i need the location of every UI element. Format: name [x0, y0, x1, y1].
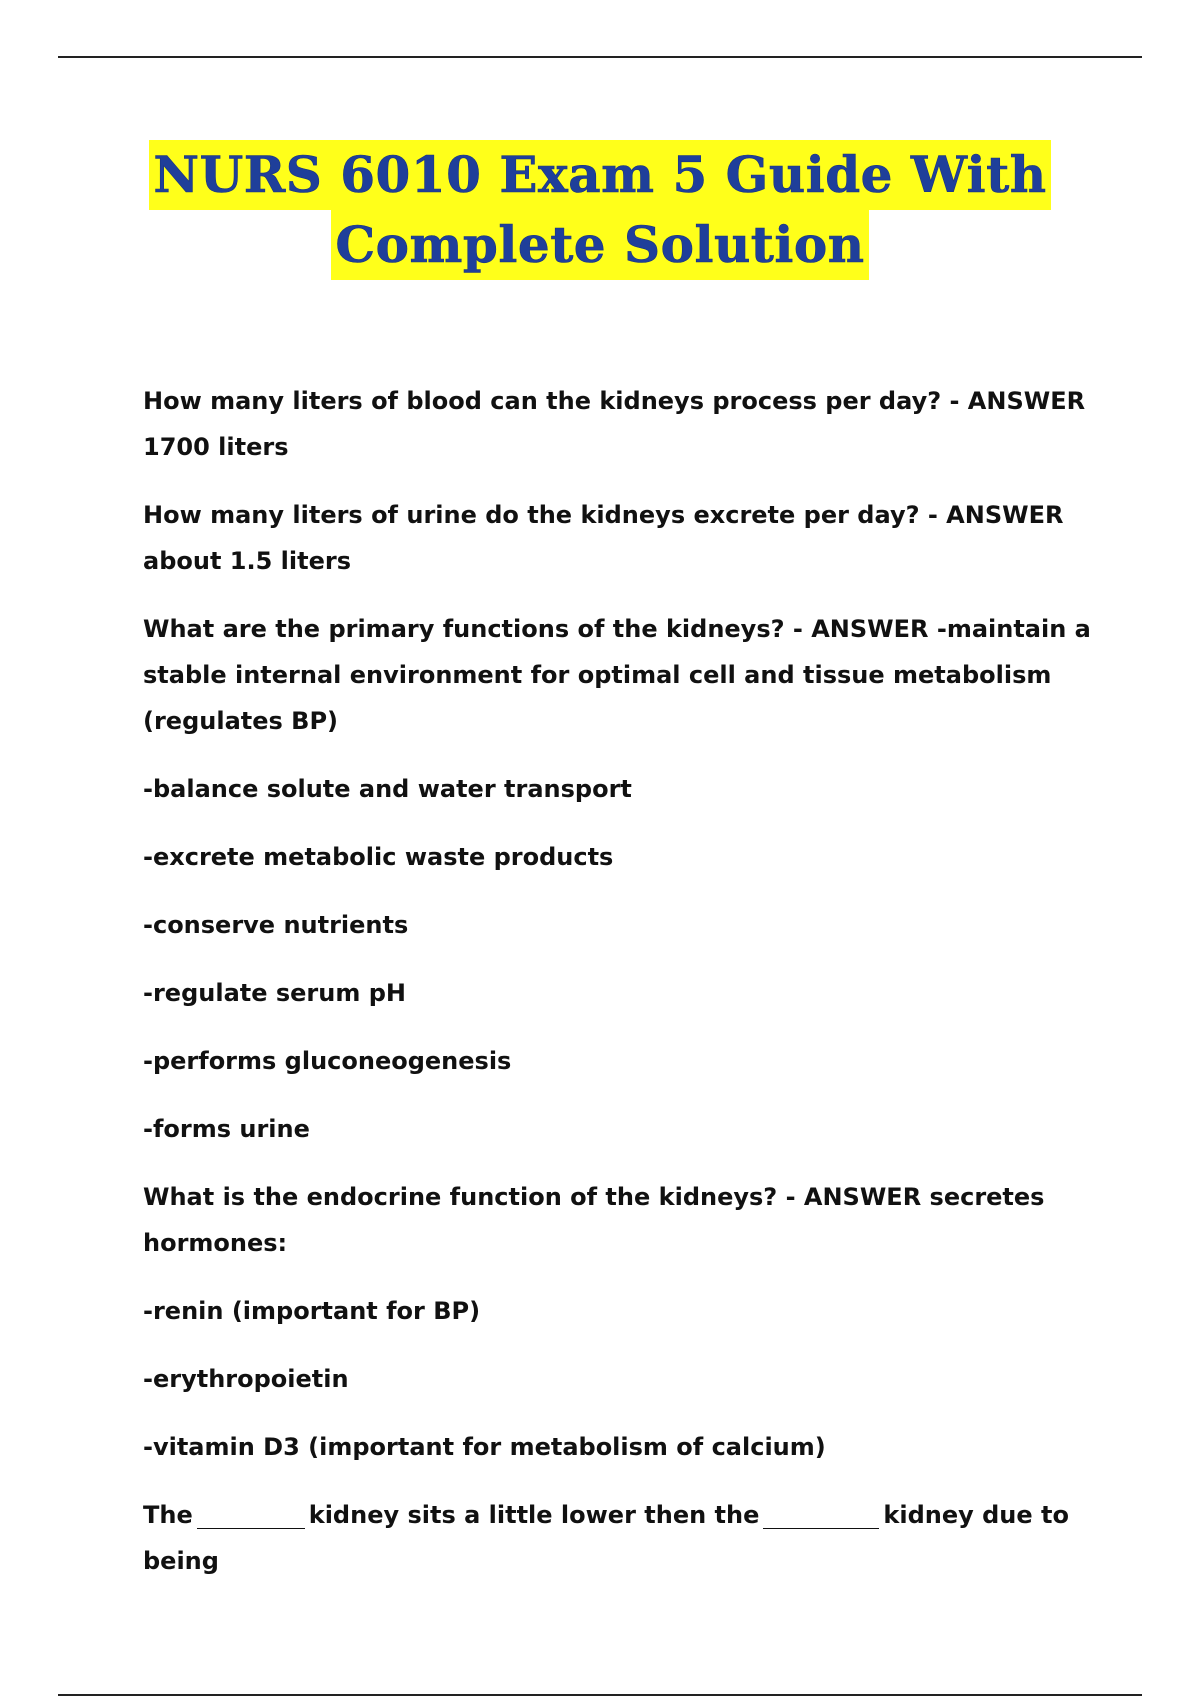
bottom-rule [58, 1694, 1142, 1696]
fill-blank-text-1: The [143, 1501, 193, 1529]
document-title [0, 140, 1200, 280]
list-item-conserve: -conserve nutrients [143, 911, 409, 939]
qa-paragraph-1: How many liters of blood can the kidneys process per day? - ANSWER 1700 liters [143, 387, 1086, 461]
list-item-renin: -renin (important for BP) [143, 1297, 481, 1325]
top-rule [58, 56, 1142, 58]
list-item-vitamin-d3: -vitamin D3 (important for metabolism of calcium) [143, 1433, 826, 1461]
fill-blank-text-3: kidney due to being [143, 1501, 1069, 1575]
list-item-excrete: -excrete metabolic waste products [143, 843, 614, 871]
fill-blank-text-2: kidney sits a little lower then the [308, 1501, 760, 1529]
list-item-gluconeogenesis: -performs gluconeogenesis [143, 1047, 512, 1075]
qa-paragraph-endocrine: What is the endocrine function of the kidneys? - ANSWER secretes hormones: [143, 1183, 1045, 1257]
list-item-ph: -regulate serum pH [143, 979, 406, 1007]
list-item-balance: -balance solute and water transport [143, 775, 632, 803]
qa-paragraph-fill-blank [143, 1492, 1103, 1584]
qa-paragraph-3: What are the primary functions of the kidneys? - ANSWER -maintain a stable internal environment for optimal cell and tissue metabolism (regulates BP) [143, 615, 1091, 735]
fill-blank-1 [197, 1502, 305, 1529]
document-body [143, 378, 1103, 1606]
qa-paragraph-2: How many liters of urine do the kidneys excrete per day? - ANSWER about 1.5 liters [143, 501, 1064, 575]
list-item-urine: -forms urine [143, 1115, 310, 1143]
list-item-erythropoietin: -erythropoietin [143, 1365, 349, 1393]
title-line-2: Complete Solution [331, 210, 868, 280]
title-line-1: NURS 6010 Exam 5 Guide With [149, 140, 1050, 210]
fill-blank-2 [763, 1502, 879, 1529]
